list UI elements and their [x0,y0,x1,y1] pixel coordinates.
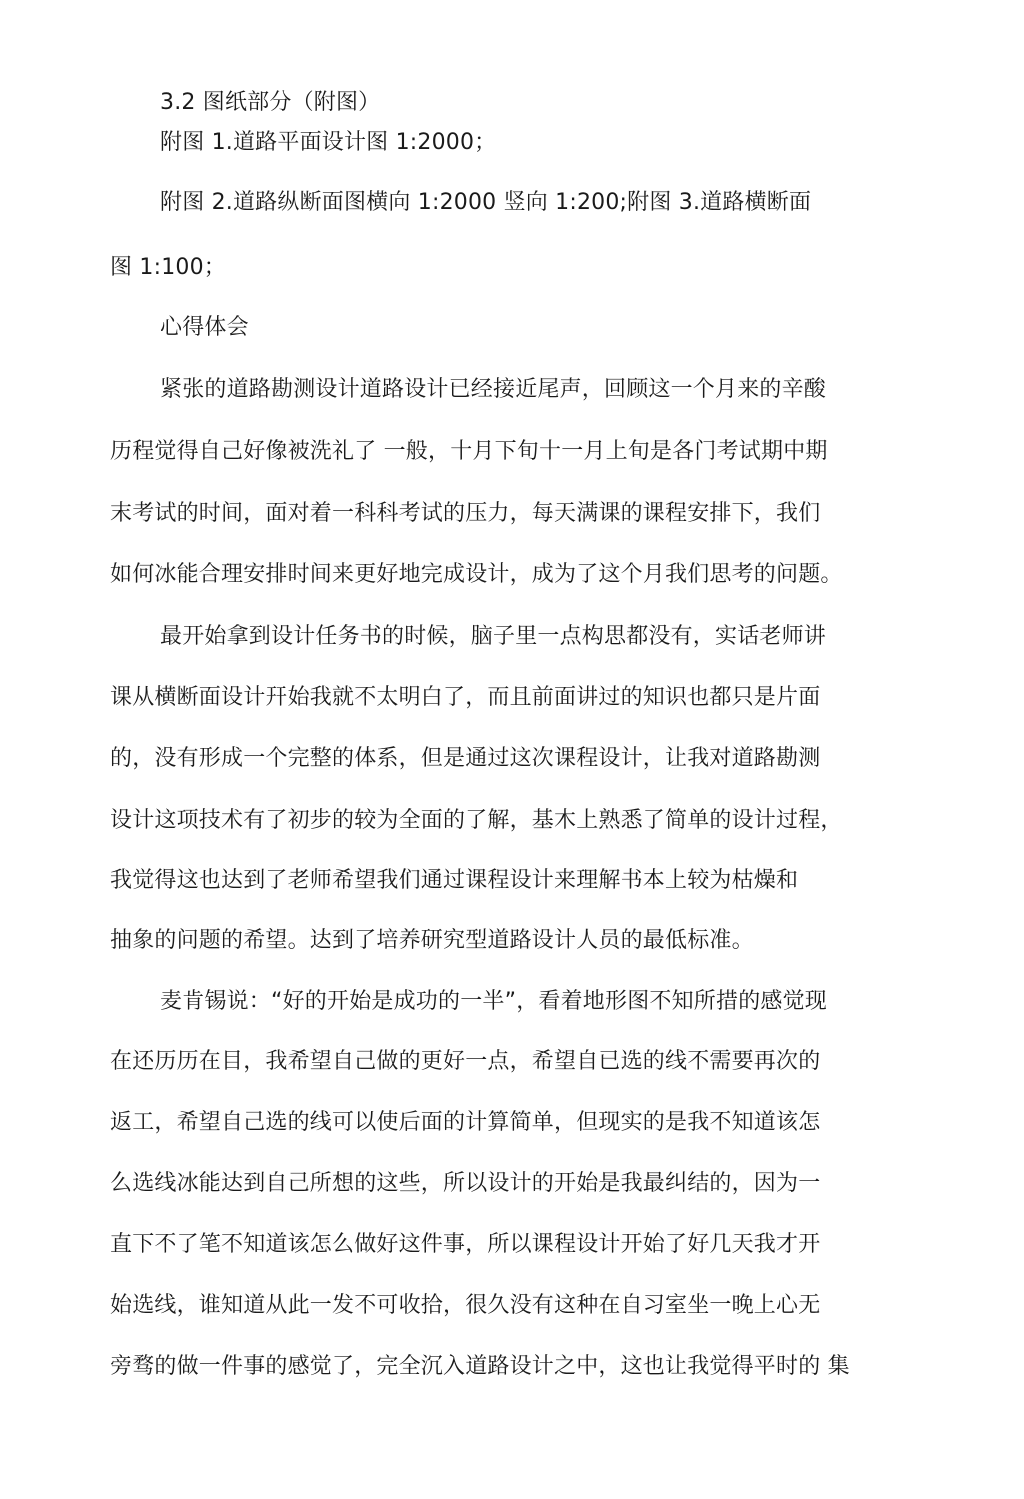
paragraph-line: 的，没有形成一个完整的体系，但是通过这次课程设计，让我对道路勘测 [110,746,821,771]
paragraph-line: 始选线，谁知道从此一发不可收拾，很久没有这种在自习室坐一晚上心无 [110,1293,821,1318]
paragraph-line: 我觉得这也达到了老师希望我们通过课程设计来理解书本上较为枯燥和 [110,868,799,893]
paragraph-line: 抽象的问题的希望。达到了培养研究型道路设计人员的最低标准。 [110,928,754,953]
paragraph-line: 设计这项技术有了初步的较为全面的了解，基木上熟悉了简单的设计过程， [110,808,843,833]
paragraph-line: 返工，希望自己选的线可以使后面的计算简单，但现实的是我不知道该怎 [110,1110,821,1135]
paragraph-line: 麦肯锡说：“好的开始是成功的一半”，看着地形图不知所措的感觉现 [160,989,827,1014]
paragraph-line: 旁骛的做一件事的感觉了，完全沉入道路设计之中，这也让我觉得平时的 集 [110,1354,850,1379]
paragraph-line: 图 1:100； [110,255,226,280]
paragraph-line: 课从横断面设计幵始我就不太明白了，而且前面讲过的知识也都只是片面 [110,685,821,710]
paragraph-line: 如何冰能合理安排时间来更好地完成设计，成为了这个月我们思考的问题。 [110,562,843,587]
paragraph-line: 末考试的时间，面对着一科科考试的压力，每天满课的课程安排下，我们 [110,501,821,526]
paragraph-line: 附图 2.道路纵断面图横向 1:2000 竖向 1:200;附图 3.道路横断面 [160,190,812,215]
paragraph-line: 在还历历在目，我希望自己做的更好一点，希望自已选的线不需要再次的 [110,1049,821,1074]
paragraph-line: 么选线冰能达到自己所想的这些，所以设计的开始是我最纠结的，因为一 [110,1171,821,1196]
paragraph-line: 直下不了笔不知道该怎么做好这件事，所以课程设计开始了好几天我才开 [110,1232,821,1257]
section-heading-drawings: 3.2 图纸部分（附图） [160,90,381,115]
paragraph-line: 附图 1.道路平面设计图 1:2000； [160,130,497,155]
paragraph-line: 紧张的道路勘测设计道路设计已经接近尾声，回顾这一个月来的辛酸 [160,377,827,402]
section-heading-reflection: 心得体会 [160,315,249,340]
paragraph-line: 历程觉得自己好像被洗礼了 一般，十月下旬十一月上旬是各门考试期中期 [110,439,828,464]
paragraph-line: 最开始拿到设计任务书的时候，脑子里一点构思都没有，实话老师讲 [160,624,827,649]
